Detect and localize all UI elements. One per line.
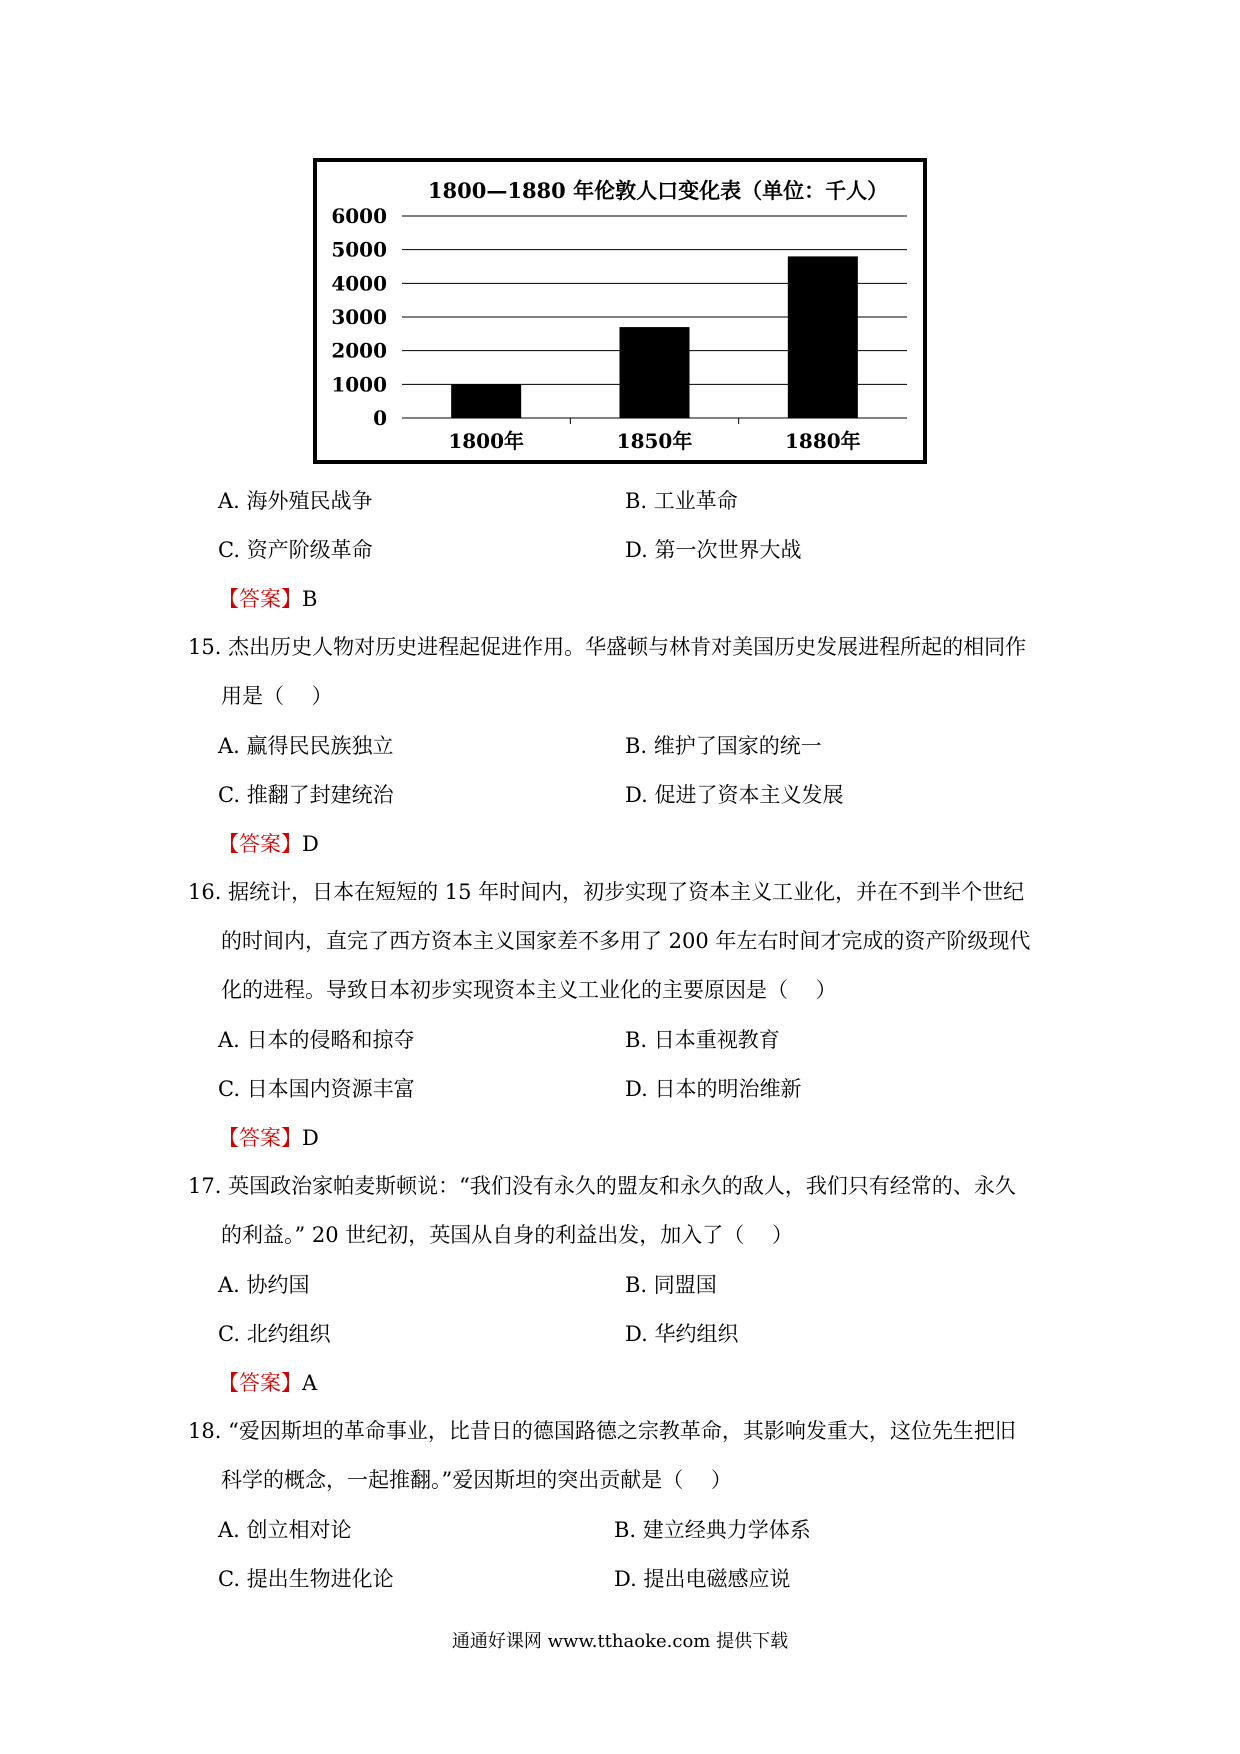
answer-label: 【答案】 — [218, 1371, 302, 1395]
option-text: 同盟国 — [653, 1273, 717, 1297]
bar — [620, 327, 690, 418]
q14-option-b — [625, 485, 738, 515]
q16-line2: 的时间内，直完了西方资本主义国家差不多用了 200 年左右时间才完成的资产阶级现代 — [221, 929, 1031, 953]
option-text: 华约组织 — [654, 1322, 739, 1346]
q15-option-b — [625, 730, 822, 760]
question-number: 15. — [188, 635, 222, 659]
q14-option-a — [218, 485, 373, 515]
q16-option-c — [218, 1073, 415, 1103]
option-text: 建立经典力学体系 — [642, 1518, 811, 1542]
option-letter: C. — [218, 538, 240, 562]
q14-option-c — [218, 534, 373, 564]
answer-label: 【答案】 — [218, 1126, 302, 1150]
q16-line1 — [188, 868, 1024, 917]
chart-canvas — [317, 162, 923, 460]
option-letter: B. — [614, 1518, 637, 1542]
option-letter: C. — [218, 783, 240, 807]
y-tick-label: 4000 — [331, 271, 387, 296]
q18-line1 — [188, 1407, 1016, 1456]
y-tick-label: 6000 — [331, 204, 387, 228]
q18-line2: 科学的概念，一起推翻。”爱因斯坦的突出贡献是（ ） — [221, 1468, 732, 1492]
q16-answer — [218, 1122, 319, 1152]
q15-line1 — [188, 623, 1026, 672]
option-letter: C. — [218, 1322, 240, 1346]
option-text: 创立相对论 — [246, 1518, 352, 1542]
q15-line2: 用是（ ） — [221, 684, 333, 708]
x-tick-label: 1850年 — [616, 429, 693, 453]
q17-answer — [218, 1367, 317, 1397]
option-letter: D. — [625, 783, 648, 807]
answer-value: D — [302, 832, 319, 856]
q18-option-d — [614, 1563, 790, 1593]
chart-title: 1800—1880 年伦敦人口变化表（单位：千人） — [427, 178, 889, 203]
q16-option-b — [625, 1024, 780, 1054]
q17-line2: 的利益。” 20 世纪初，英国从自身的利益出发，加入了（ ） — [221, 1223, 793, 1247]
option-text: 协约国 — [246, 1273, 310, 1297]
x-tick-label: 1880年 — [784, 429, 861, 453]
y-tick-label: 5000 — [331, 237, 387, 262]
q17-line1 — [188, 1162, 1016, 1211]
option-letter: D. — [625, 1077, 648, 1101]
option-letter: D. — [625, 538, 648, 562]
option-text: 赢得民民族独立 — [246, 734, 394, 758]
population-chart — [313, 158, 927, 464]
option-letter: B. — [625, 1273, 648, 1297]
option-text: 北约组织 — [246, 1322, 331, 1346]
option-text: 提出生物进化论 — [246, 1567, 394, 1591]
q15-option-a — [218, 730, 394, 760]
q17-option-b — [625, 1269, 717, 1299]
question-number: 18. — [188, 1419, 222, 1443]
answer-value: B — [302, 587, 318, 611]
x-tick-label: 1800年 — [448, 429, 525, 453]
question-number: 16. — [188, 880, 222, 904]
answer-label: 【答案】 — [218, 587, 302, 611]
option-letter: A. — [218, 734, 240, 758]
option-text: 促进了资本主义发展 — [654, 783, 844, 807]
y-tick-label: 0 — [373, 406, 387, 430]
question-text: 据统计，日本在短短的 15 年时间内，初步实现了资本主义工业化，并在不到半个世纪 — [228, 880, 1025, 904]
q17-option-c — [218, 1318, 331, 1348]
y-tick-label: 2000 — [331, 338, 387, 363]
question-text: 杰出历史人物对历史进程起促进作用。华盛顿与林肯对美国历史发展进程所起的相同作 — [228, 635, 1027, 659]
q15-option-c — [218, 779, 394, 809]
question-text: 英国政治家帕麦斯顿说：“我们没有永久的盟友和永久的敌人，我们只有经常的、永久 — [228, 1174, 1016, 1198]
option-text: 日本国内资源丰富 — [246, 1077, 415, 1101]
option-text: 日本重视教育 — [653, 1028, 780, 1052]
option-text: 日本的明治维新 — [654, 1077, 802, 1101]
option-letter: B. — [625, 489, 648, 513]
answer-value: D — [302, 1126, 319, 1150]
q16-option-a — [218, 1024, 415, 1054]
option-text: 推翻了封建统治 — [246, 783, 394, 807]
option-letter: C. — [218, 1567, 240, 1591]
q16-option-d — [625, 1073, 801, 1103]
question-text: “爱因斯坦的革命事业，比昔日的德国路德之宗教革命，其影响发重大，这位先生把旧 — [228, 1419, 1016, 1443]
q18-option-b — [614, 1514, 811, 1544]
y-tick-label: 3000 — [331, 305, 387, 329]
answer-value: A — [302, 1371, 318, 1395]
y-tick-label: 1000 — [331, 372, 387, 397]
option-text: 海外殖民战争 — [246, 489, 373, 513]
option-letter: C. — [218, 1077, 240, 1101]
option-text: 第一次世界大战 — [654, 538, 802, 562]
page-footer: 通通好课网 www.tthaoke.com 提供下载 — [451, 1631, 789, 1652]
option-letter: A. — [218, 489, 240, 513]
q18-option-a — [218, 1514, 352, 1544]
q17-option-a — [218, 1269, 310, 1299]
q15-option-d — [625, 779, 843, 809]
answer-label: 【答案】 — [218, 832, 302, 856]
bar — [451, 384, 521, 418]
q17-option-d — [625, 1318, 738, 1348]
option-text: 提出电磁感应说 — [643, 1567, 791, 1591]
question-number: 17. — [188, 1174, 222, 1198]
option-letter: A. — [218, 1028, 240, 1052]
option-text: 工业革命 — [653, 489, 738, 513]
option-text: 资产阶级革命 — [246, 538, 373, 562]
option-letter: A. — [218, 1273, 240, 1297]
q14-answer — [218, 583, 317, 613]
option-letter: D. — [614, 1567, 637, 1591]
option-letter: B. — [625, 734, 648, 758]
option-text: 维护了国家的统一 — [653, 734, 822, 758]
q14-option-d — [625, 534, 801, 564]
option-letter: D. — [625, 1322, 648, 1346]
q16-line3: 化的进程。导致日本初步实现资本主义工业化的主要原因是（ ） — [221, 978, 837, 1002]
option-letter: A. — [218, 1518, 240, 1542]
option-text: 日本的侵略和掠夺 — [246, 1028, 415, 1052]
option-letter: B. — [625, 1028, 648, 1052]
bar — [788, 256, 858, 418]
q18-option-c — [218, 1563, 394, 1593]
q15-answer — [218, 828, 319, 858]
